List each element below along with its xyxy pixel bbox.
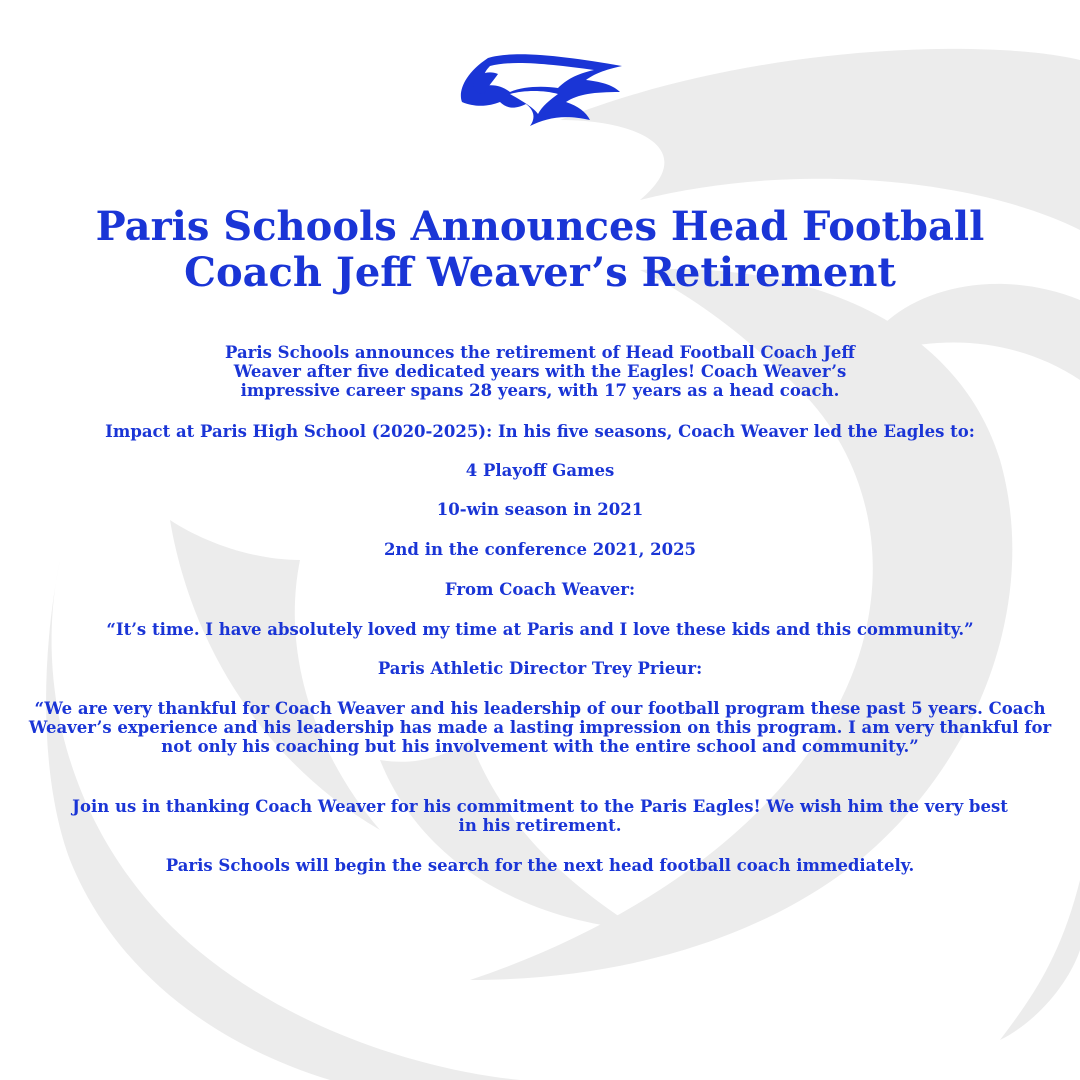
intro-paragraph: Paris Schools announces the retirement of Head Football Coach Jeff Weaver after five dedicated years with the Eagles! Coach Weaver’s impressive career spans 28 years, with 17 years as a head coach. bbox=[225, 343, 855, 400]
headline bbox=[60, 204, 1020, 296]
athletic-director-label: Paris Athletic Director Trey Prieur: bbox=[377, 659, 703, 678]
headline-line-2: Coach Jeff Weaver’s Retirement bbox=[184, 249, 896, 296]
athletic-director-quote: “We are very thankful for Coach Weaver and his leadership of our football program these past 5 years. Coach Weaver’s experience and his leadership has made a lasting impression on this program. I am very thankful for not only his coaching but his involvement with the entire school and community.” bbox=[28, 699, 1052, 756]
coach-quote: “It’s time. I have absolutely loved my time at Paris and I love these kids and this community.” bbox=[106, 620, 974, 639]
search-announcement: Paris Schools will begin the search for the next head football coach immediately. bbox=[165, 856, 915, 875]
headline-line-1: Paris Schools Announces Head Football bbox=[95, 203, 985, 250]
eagle-head-logo-icon bbox=[454, 52, 626, 128]
impact-paragraph: Impact at Paris High School (2020-2025): In his five seasons, Coach Weaver led the Eagles to: bbox=[105, 422, 975, 441]
achievement-item: 10-win season in 2021 bbox=[436, 500, 644, 519]
achievement-item: 4 Playoff Games bbox=[465, 461, 615, 480]
coach-quote-label: From Coach Weaver: bbox=[444, 580, 636, 599]
thank-you-paragraph: Join us in thanking Coach Weaver for his commitment to the Paris Eagles! We wish him the very best in his retirement. bbox=[72, 797, 1008, 835]
achievement-item: 2nd in the conference 2021, 2025 bbox=[383, 540, 697, 559]
